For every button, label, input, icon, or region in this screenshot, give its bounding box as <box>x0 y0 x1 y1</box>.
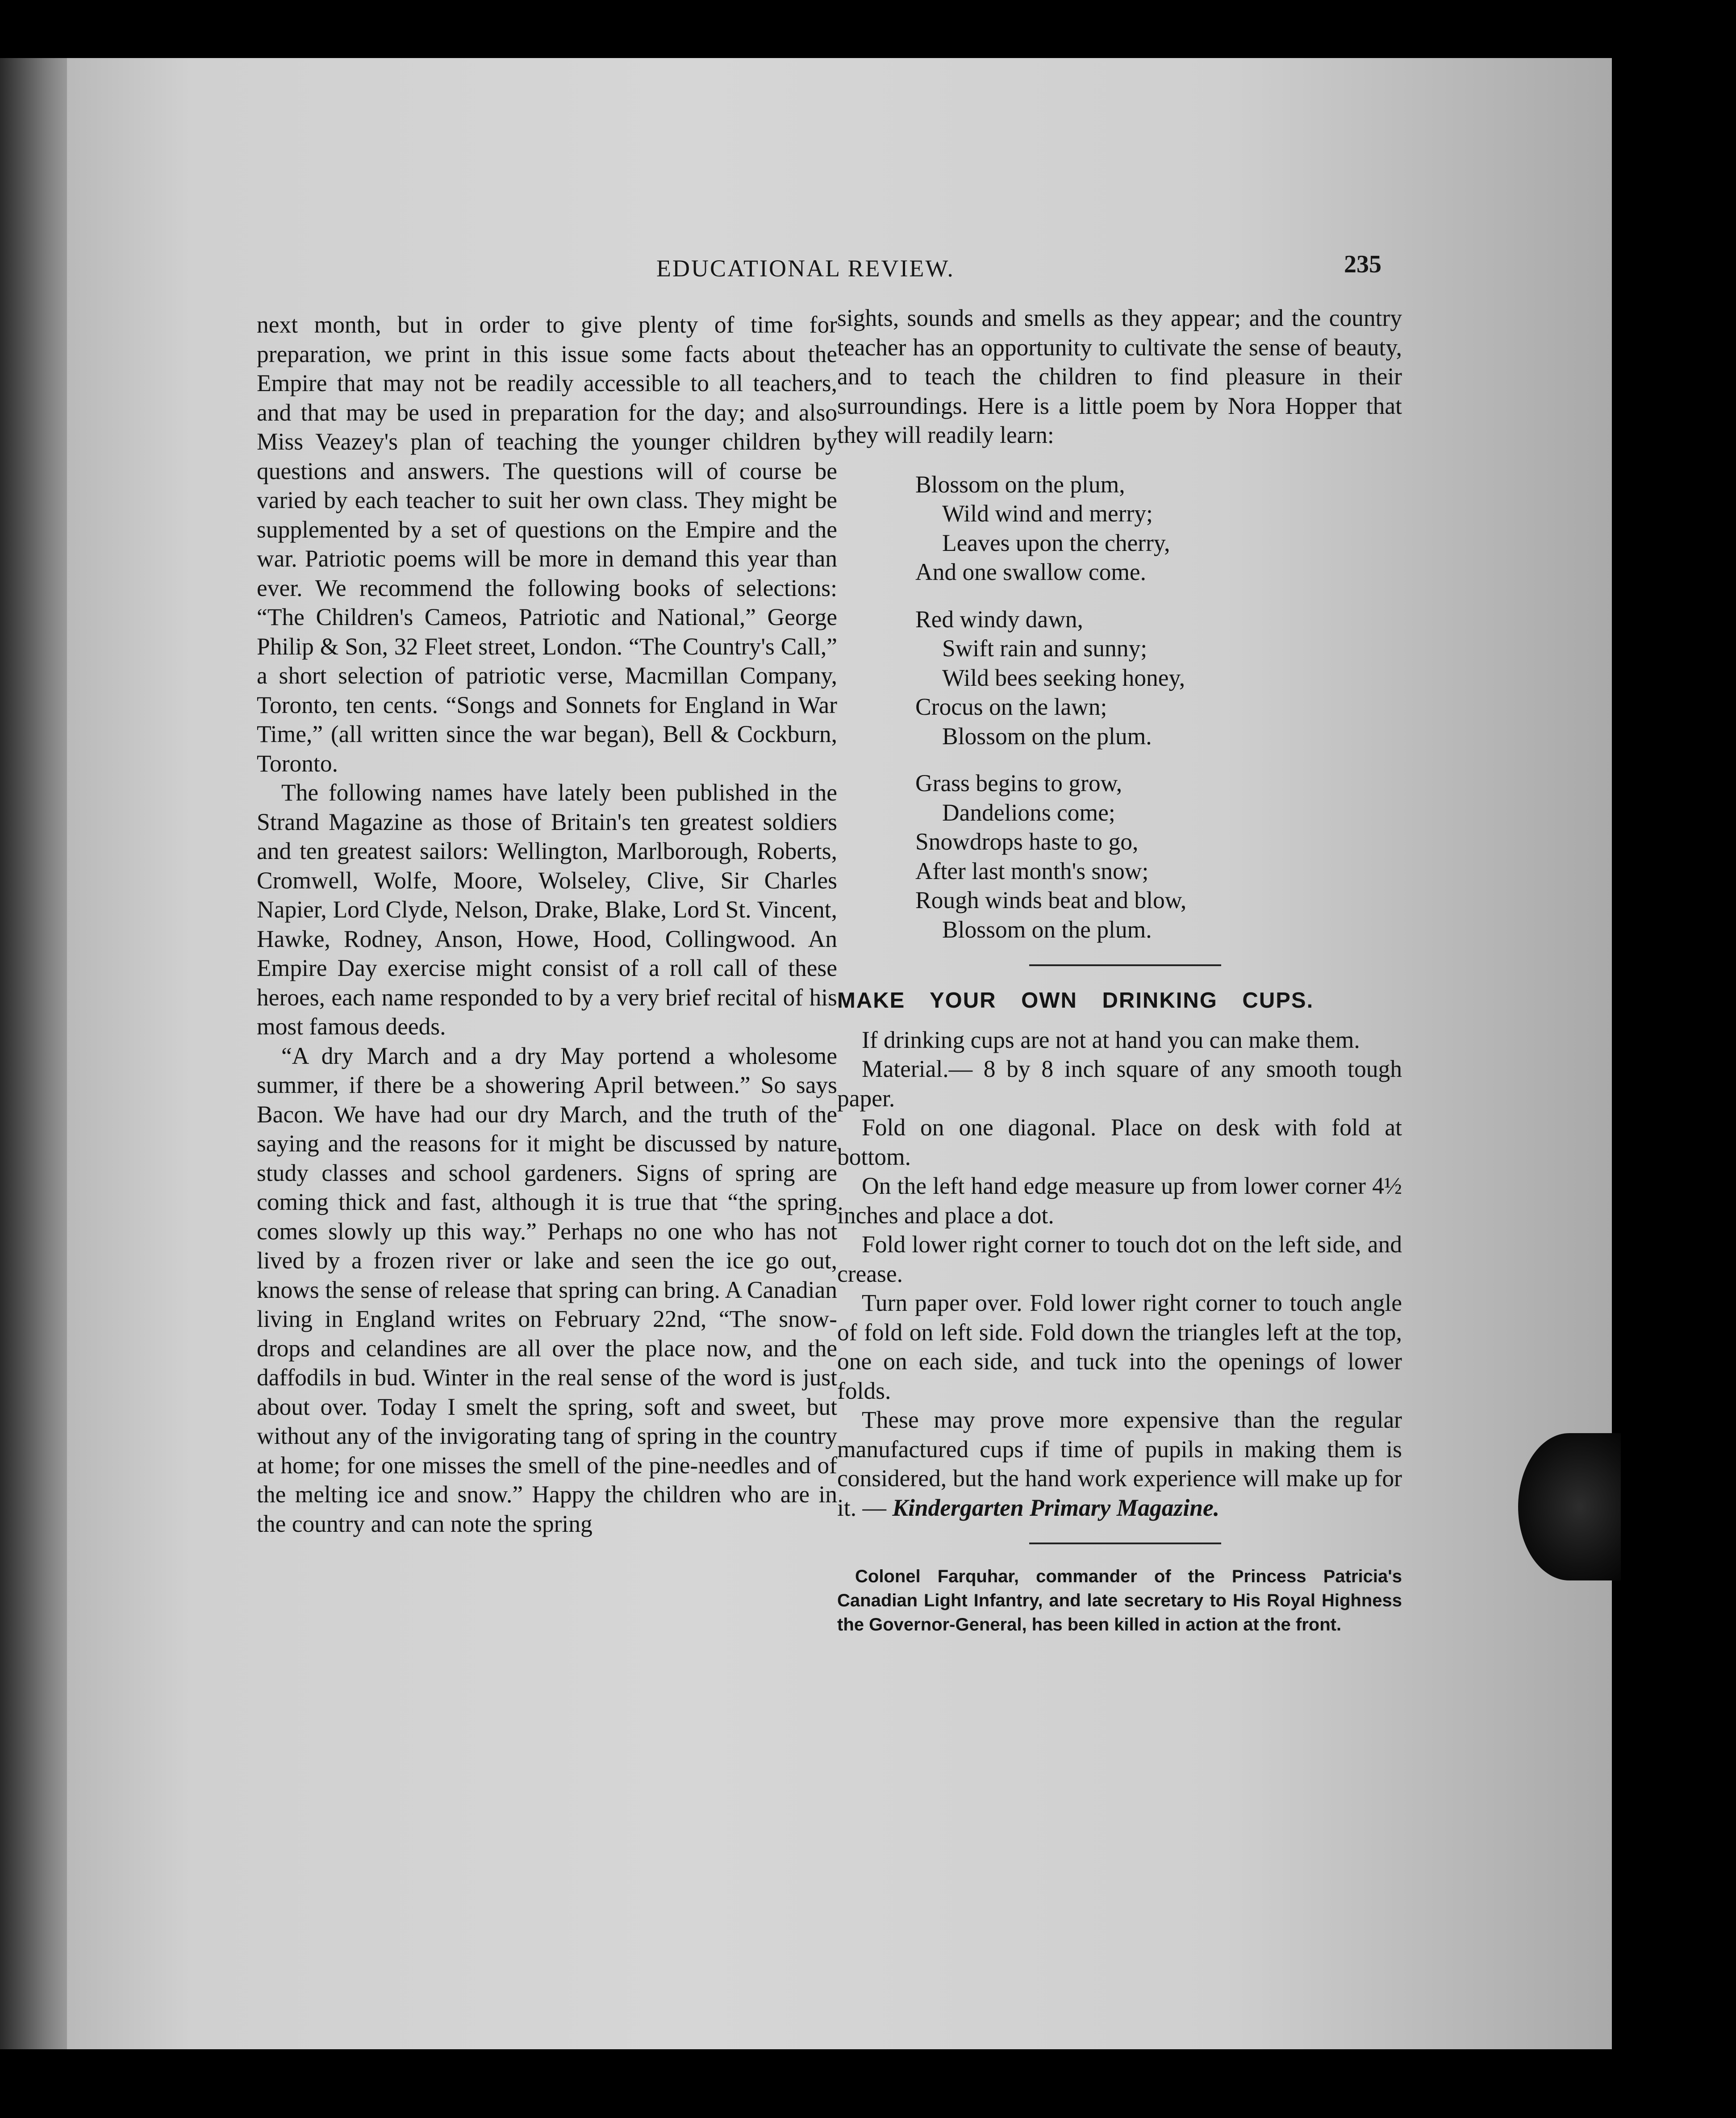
page-clip <box>1518 1433 1621 1580</box>
article-paragraph: Turn paper over. Fold lower right corner to touch angle of fold on left side. Fold down the triangles left at the top, one on each side, and tuck into the openings of lower folds. <box>837 1289 1402 1404</box>
poem-line: Swift rain and sunny; <box>942 635 1148 662</box>
paragraph-spring: “A dry March and a dry May portend a wholesome summer, if there be a showering April between.” So says Bacon. We have had our dry March, and the truth of the saying and the reasons for it might be discussed by nature study classes and school gardeners. Signs of spring are coming thick and fast, although it is true that “the spring comes slowly up this way.” Perhaps no one who has not lived by a frozen river or lake and seen the ice go out, knows the sense of release that spring can bring. A Canadian living in England writes on February 22nd, “The snow-drops and celandines are all over the place now, and the daffodils in bud. Winter in the real sense of the word is just about over. Today I smelt the spring, soft and sweet, but without any of the invigorating tang of spring in the country at home; for one misses the smell of the pine-needles and of the melting ice and snow.” Happy the children who are in the country and can note the spring <box>257 1042 837 1537</box>
right-column <box>837 304 1402 1637</box>
running-header: EDUCATIONAL REVIEW. <box>656 255 955 282</box>
poem-line: Crocus on the lawn; <box>915 693 1107 720</box>
poem-line: Wild bees seeking honey, <box>942 664 1185 691</box>
closing-text: These may prove more expensive than the regular manufactured cups if time of pupils in making them is considered, but the hand work experience will make up for it. — <box>837 1406 1402 1521</box>
poem-line: Blossom on the plum. <box>942 722 1152 750</box>
left-column <box>257 310 837 1538</box>
page-number: 235 <box>1344 250 1381 278</box>
book-gutter-shadow <box>0 58 67 2049</box>
article-source: Kindergarten Primary Magazine. <box>892 1494 1220 1521</box>
poem-stanza <box>915 769 1402 944</box>
poem <box>915 470 1402 945</box>
poem-line: Wild wind and merry; <box>942 500 1153 527</box>
article-paragraph: Material.— 8 by 8 inch square of any smooth tough paper. <box>837 1055 1402 1112</box>
poem-line: Snowdrops haste to go, <box>915 828 1139 855</box>
poem-line: Dandelions come; <box>942 799 1115 826</box>
news-note: Colonel Farquhar, commander of the Princess Patricia's Canadian Light Infantry, and late secretary to His Royal Highness the Governor-General, has been killed in action at the front. <box>837 1567 1402 1634</box>
poem-stanza <box>915 605 1402 751</box>
article-paragraph: If drinking cups are not at hand you can make them. <box>862 1026 1360 1053</box>
poem-line: Red windy dawn, <box>915 605 1083 633</box>
article-paragraph: On the left hand edge measure up from lower corner 4½ inches and place a dot. <box>837 1172 1402 1229</box>
section-divider <box>1029 964 1221 966</box>
poem-line: Leaves upon the cherry, <box>942 529 1170 556</box>
poem-stanza <box>915 470 1402 587</box>
section-divider <box>1029 1543 1221 1544</box>
poem-line: Blossom on the plum. <box>942 916 1152 943</box>
poem-line: Rough winds beat and blow, <box>915 887 1187 913</box>
article-paragraph: Fold on one diagonal. Place on desk with fold at bottom. <box>837 1114 1402 1170</box>
article-title: MAKE YOUR OWN DRINKING CUPS. <box>837 988 1314 1013</box>
poem-line: Blossom on the plum, <box>915 471 1125 498</box>
poem-line: After last month's snow; <box>915 857 1149 884</box>
article-paragraph: Fold lower right corner to touch dot on the left side, and crease. <box>837 1231 1402 1287</box>
poem-line: And one swallow come. <box>915 559 1147 585</box>
poem-line: Grass begins to grow, <box>915 770 1123 796</box>
article-closing <box>837 1405 1402 1522</box>
paragraph-soldiers-sailors: The following names have lately been published in the Strand Magazine as those of Britain's ten greatest soldiers and ten greatest sailors: Wellington, Marlborough, Roberts, Cromwell, Wolfe, Moore, Wolseley, Clive, Sir Charles Napier, Lord Clyde, Nelson, Drake, Blake, Lord St. Vincent, Hawke, Rodney, Anson, Howe, Hood, Collingwood. An Empire Day exercise might consist of a roll call of these heroes, each name responded to by a very brief recital of his most famous deeds. <box>257 779 837 1040</box>
paragraph-empire-day: next month, but in order to give plenty of time for preparation, we print in this issue some facts about the Empire that may not be readily accessible to all teachers, and that may be used in preparation for the day; and also Miss Veazey's plan of teaching the younger children by questions and answers. The questions will of course be varied by each teacher to suit her own class. They might be supplemented by a set of questions on the Empire and the war. Patriotic poems will be more in demand this year than ever. We recommend the following books of selections: “The Children's Cameos, Patriotic and National,” George Philip & Son, 32 Fleet street, London. “The Country's Call,” a short selection of patriotic verse, Macmillan Company, Toronto, ten cents. “Songs and Sonnets for England in War Time,” (all written since the war began), Bell & Cockburn, Toronto. <box>257 311 837 777</box>
paragraph-country-teacher: sights, sounds and smells as they appear; and the country teacher has an opportunity to cultivate the sense of beauty, and to teach the children to find pleasure in their surroundings. Here is a little poem by Nora Hopper that they will readily learn: <box>837 304 1402 448</box>
